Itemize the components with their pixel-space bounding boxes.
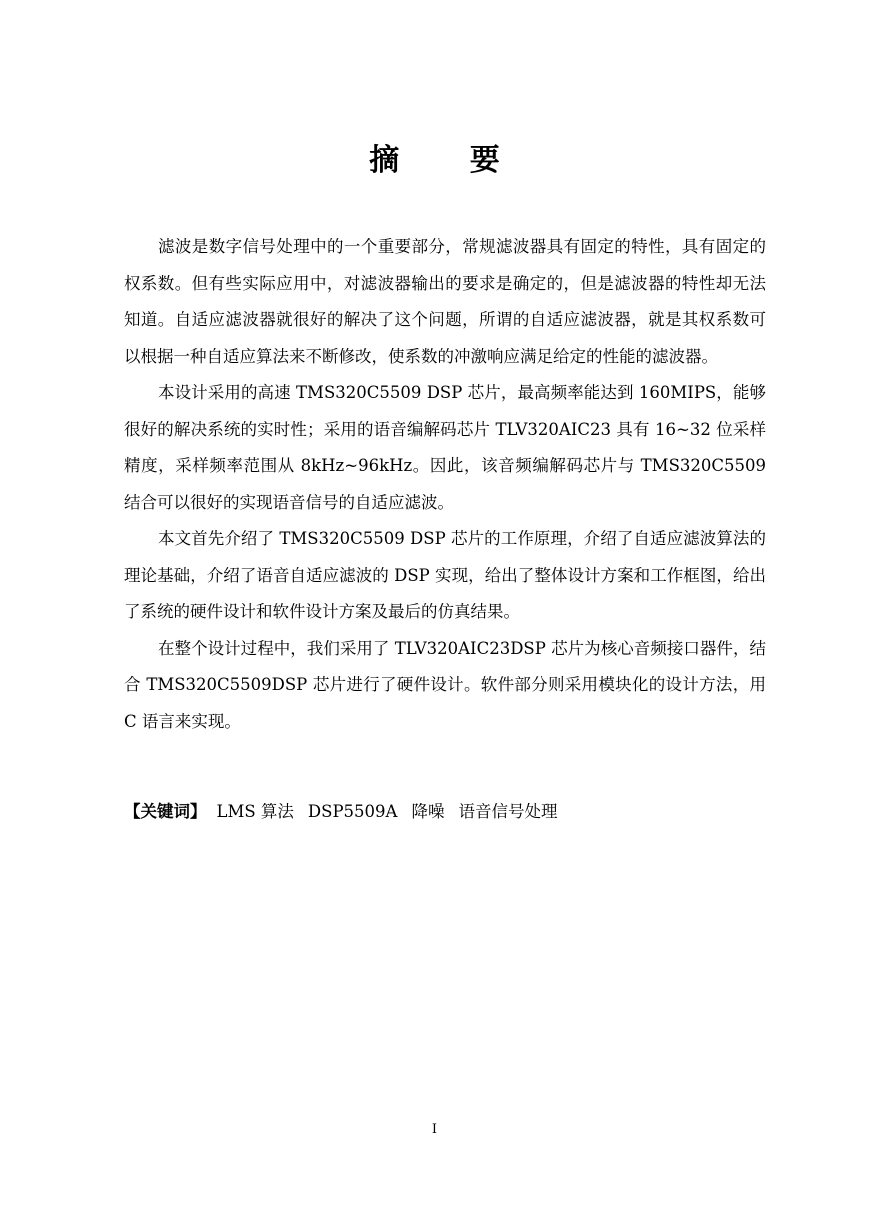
page-number: I	[431, 1122, 438, 1137]
abstract-paragraph-2: 本设计采用的高速 TMS320C5509 DSP 芯片，最高频率能达到 160MIPS，能够很好的解决系统的实时性；采用的语音编解码芯片 TLV320AIC23 具有 16~32 位采样精度，采样频率范围从 8kHz~96kHz。因此，该音频编解码芯片与 TMS320C5509 结合可以很好的实现语音信号的自适应滤波。	[124, 383, 766, 512]
keyword-item: 语音信号处理	[458, 802, 558, 821]
keyword-item: DSP5509A	[307, 802, 398, 821]
abstract-body	[124, 229, 766, 740]
keywords-line	[124, 796, 766, 828]
keywords-label: 【关键词】	[124, 802, 207, 821]
keyword-item: LMS 算法	[216, 802, 294, 821]
abstract-paragraph-1: 滤波是数字信号处理中的一个重要部分，常规滤波器具有固定的特性，具有固定的权系数。但有些实际应用中，对滤波器输出的要求是确定的，但是滤波器的特性却无法知道。自适应滤波器就很好的解决了这个问题，所谓的自适应滤波器，就是其权系数可以根据一种自适应算法来不断修改，使系数的冲激响应满足给定的性能的滤波器。	[124, 237, 766, 366]
keyword-item: 降噪	[411, 802, 445, 821]
abstract-paragraph-3: 本文首先介绍了 TMS320C5509 DSP 芯片的工作原理，介绍了自适应滤波算法的理论基础，介绍了语音自适应滤波的 DSP 实现，给出了整体设计方案和工作框图，给出了系统的硬件设计和软件设计方案及最后的仿真结果。	[124, 529, 766, 621]
abstract-paragraph-4: 在整个设计过程中，我们采用了 TLV320AIC23DSP 芯片为核心音频接口器件，结合 TMS320C5509DSP 芯片进行了硬件设计。软件部分则采用模块化的设计方法，用 C 语言来实现。	[124, 638, 766, 731]
page-title: 摘 要	[369, 143, 530, 178]
